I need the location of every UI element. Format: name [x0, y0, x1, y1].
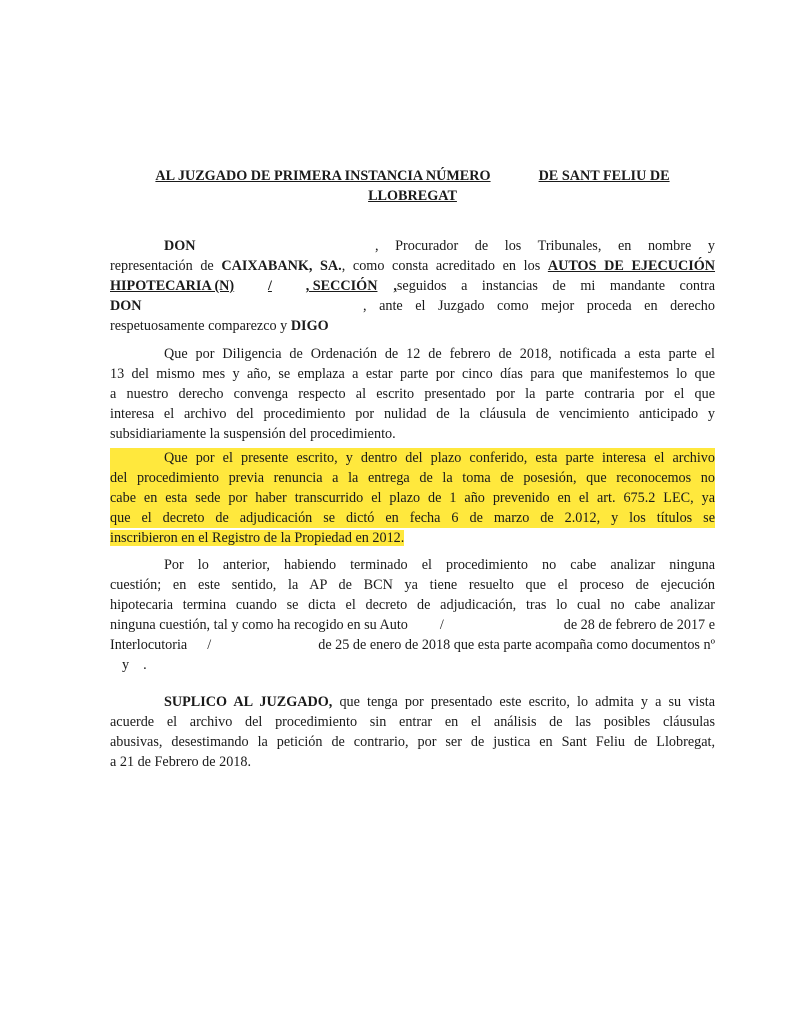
p1-line5: respetuosamente comparezco y DIGO	[110, 318, 329, 334]
document-title	[110, 166, 715, 206]
document-date: a 21 de Febrero de 2018.	[110, 754, 252, 770]
don-label: DON	[164, 238, 196, 254]
paragraph-highlighted-request: Que por el presente escrito, y dentro del plazo conferido, esta parte interesa el archivo del procedimiento previa renuncia a la entrega de la toma de posesión, que reconocemos no cabe en esta sede por haber transcurrido el plazo de 1 año prevenido en el art. 675.2 LEC, ya que el decreto de adjudicación se dictó en fecha 6 de marzo de 2.012, y los títulos se	[110, 450, 715, 526]
paragraph-diligence: Que por Diligencia de Ordenación de 12 de febrero de 2018, notificada a esta parte el 13 del mismo mes y año, se emplaza a estar parte por cinco días para que manifestemos lo que a nuestro derecho convenga respecto al escrito presentado por la parte contraria por el que interesa el archivo del procedimiento por nulidad de la cláusula de vencimiento anticipado y subsidiariamente la suspensión del procedimiento.	[110, 346, 715, 442]
case-type: AUTOS DE EJECUCIÓN	[547, 258, 716, 274]
title-line1-a: AL JUZGADO DE PRIMERA INSTANCIA NÚMERO	[155, 168, 491, 184]
p1-line1-rest: , Procurador de los Tribunales, en nombre y	[375, 238, 715, 254]
p4-line5: Interlocutoria / de 25 de enero de 2018 que esta parte acompaña como documentos nº	[110, 637, 715, 653]
p1-line3: HIPOTECARIA (N) / , SECCIÓN , seguidos a instancias de mi mandante contra	[110, 278, 715, 294]
p1-line2: representación de CAIXABANK, SA., como consta acreditado en los AUTOS DE EJECUCIÓN	[110, 258, 716, 274]
title-line1-b: DE SANT FELIU DE	[538, 168, 670, 184]
paragraph-reasoning: Por lo anterior, habiendo terminado el procedimiento no cabe analizar ninguna cuestión; en este sentido, la AP de BCN ya tiene resuelto que el proceso de ejecución hipotecaria termina cuando se dicta el decreto de adjudicación, tras lo cual no cabe analizar ninguna cuestión, tal y como ha recogido en su Auto / de 28 de febrero de 2017 e Interlocutoria / de 25 de enero de 2018 que esta parte acompaña como documentos nº y .	[110, 557, 715, 673]
p1-line4: DON , ante el Juzgado como mejor proceda en derecho	[110, 298, 715, 314]
paragraph-plea: SUPLICO AL JUZGADO, que tenga por presentado este escrito, lo admita y a su vista acuerde el archivo del procedimiento sin entrar en el análisis de las posibles cláusulas abusivas, desestimando la petición de contrario, por ser de justica en Sant Feliu de Llobregat, a 21 de Febrero de 2018.	[110, 694, 715, 770]
p4-line6: y .	[122, 657, 147, 673]
p4-line4: ninguna cuestión, tal y como ha recogido en su Auto / de 28 de febrero de 2017 e	[110, 617, 715, 633]
client-name: CAIXABANK, SA.	[221, 258, 342, 274]
title-line2: LLOBREGAT	[368, 188, 457, 204]
plea-heading: SUPLICO AL JUZGADO,	[164, 694, 333, 710]
paragraph-appearance	[110, 236, 715, 336]
paragraph-highlighted-last-line: inscribieron en el Registro de la Propiedad en 2012.	[110, 530, 405, 546]
